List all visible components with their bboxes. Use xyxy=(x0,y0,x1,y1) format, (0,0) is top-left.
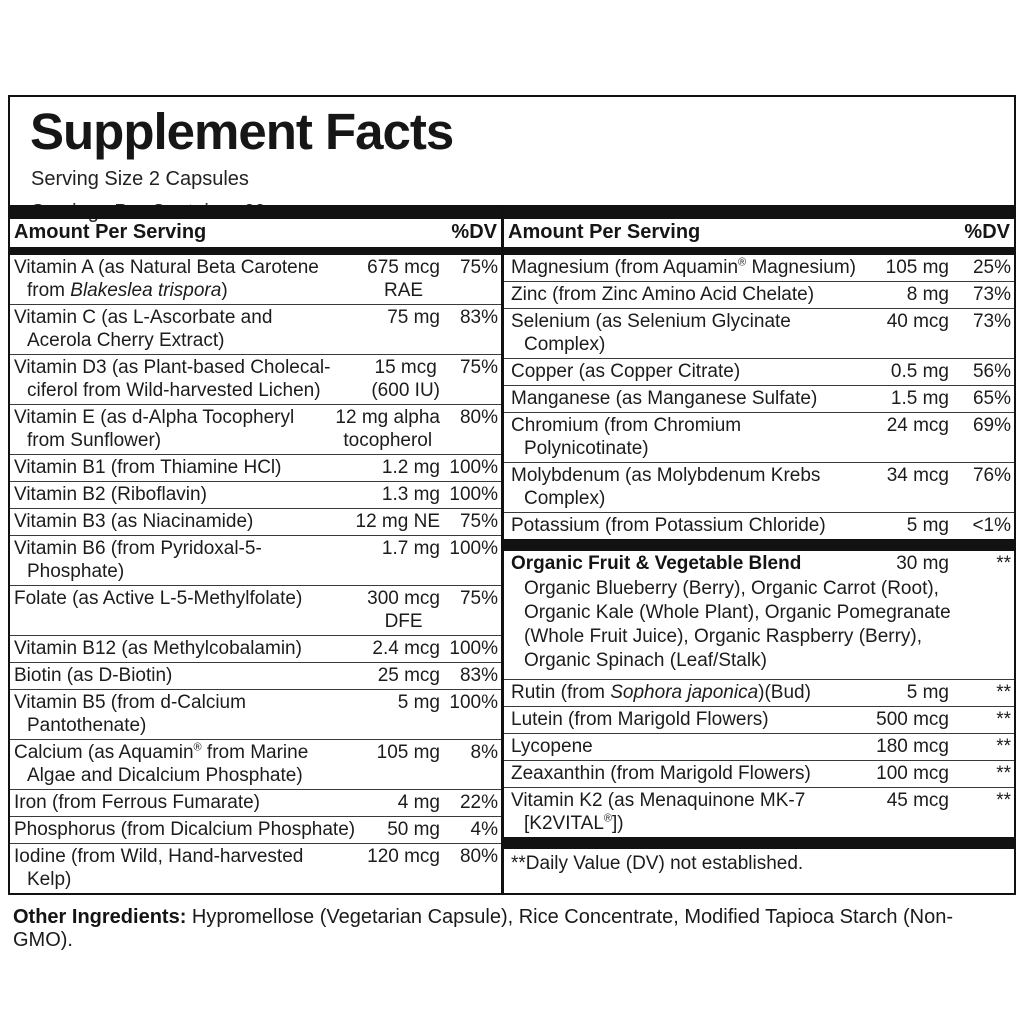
ingredient-name-line: Manganese (as Manganese Sulfate) xyxy=(511,388,818,409)
ingredient-amount xyxy=(901,681,955,704)
ingredient-name xyxy=(14,587,361,610)
ingredient-dv: 76% xyxy=(972,465,1011,486)
amount-per-serving-label: Amount Per Serving xyxy=(14,221,207,243)
ingredient-amount xyxy=(881,414,955,437)
mineral-rows xyxy=(504,255,1014,539)
ingredient-amount xyxy=(901,283,955,306)
ingredient-name xyxy=(14,845,361,891)
amount-line: RAE xyxy=(384,280,424,301)
blend-description: Organic Blueberry (Berry), Organic Carrot (Root), Organic Kale (Whole Plant), Organic Pomegranate (Whole Fruit Juice), Organic Raspberry (Berry), Organic Spinach (Leaf/Stalk) xyxy=(524,578,951,671)
registered-mark: ® xyxy=(738,256,747,269)
ingredient-name-line: Vitamin B6 (from Pyridoxal-5- xyxy=(14,538,262,559)
ingredient-name-line: Zinc (from Zinc Amino Acid Chelate) xyxy=(511,284,815,305)
ingredient-amount xyxy=(376,483,446,506)
ingredient-dv: 65% xyxy=(972,388,1011,409)
ingredient-name-line: ciferol from Wild-harvested Lichen) xyxy=(27,380,321,401)
ingredient-name-line: Potassium (from Potassium Chloride) xyxy=(511,515,826,536)
ingredient-name-line: Polynicotinate) xyxy=(524,438,649,459)
name-segment: Blakeslea trispora xyxy=(70,280,222,301)
ingredient-dv: 100% xyxy=(449,484,498,505)
amount-per-serving-label: Amount Per Serving xyxy=(508,221,701,243)
ingredient-name-line: Iodine (from Wild, Hand-harvested xyxy=(14,846,304,867)
ingredient-amount xyxy=(376,537,446,560)
supplement-row xyxy=(504,358,1014,385)
ingredient-dv: ** xyxy=(996,682,1011,703)
ingredient-name xyxy=(14,537,376,583)
ingredient-name xyxy=(14,356,365,402)
other-ingredients-text: Hypromellose (Vegetarian Capsule), Rice Concentrate, Modified Tapioca Starch (Non-GMO). xyxy=(13,906,954,951)
ingredient-name-line: Calcium (as Aquamin® from Marine xyxy=(14,741,309,763)
ingredient-amount xyxy=(376,456,446,479)
blend-header-row xyxy=(504,551,1014,577)
ingredient-dv: ** xyxy=(996,763,1011,784)
ingredient-name-line: Vitamin E (as d-Alpha Tocopheryl xyxy=(14,407,295,428)
supplement-row xyxy=(10,816,501,843)
ingredient-name xyxy=(511,514,901,537)
ingredient-dv: 69% xyxy=(972,415,1011,436)
registered-mark: ® xyxy=(193,741,202,754)
amount-line: 30 mg xyxy=(896,553,949,574)
amount-line: 1.7 mg xyxy=(381,538,440,559)
amount-line: 300 mcg xyxy=(367,588,440,609)
ingredient-dv: ** xyxy=(996,790,1011,811)
ingredient-amount xyxy=(361,845,446,868)
amount-line: 75 mg xyxy=(387,307,440,328)
other-ingredients-label: Other Ingredients: xyxy=(13,906,187,928)
amount-line: 180 mcg xyxy=(876,736,949,757)
ingredient-name-line: Chromium (from Chromium xyxy=(511,415,742,436)
ingredient-name xyxy=(511,283,901,306)
ingredient-name xyxy=(511,414,881,460)
ingredient-name xyxy=(14,256,361,302)
ingredient-amount xyxy=(885,387,955,410)
ingredient-name xyxy=(511,310,881,356)
ingredient-amount xyxy=(350,510,446,533)
amount-line: 15 mcg xyxy=(374,357,437,378)
ingredient-dv: 83% xyxy=(459,307,498,328)
supplement-row xyxy=(504,255,1014,281)
supplement-row xyxy=(10,535,501,585)
amount-line: 5 mg xyxy=(397,692,440,713)
ingredient-amount xyxy=(901,514,955,537)
ingredient-amount xyxy=(366,637,446,660)
column-header-left xyxy=(10,219,501,247)
panel-title: Supplement Facts xyxy=(30,103,454,160)
ingredient-amount xyxy=(361,256,446,302)
ingredient-amount xyxy=(890,552,955,575)
ingredient-name-line: Rutin (from Sophora japonica)(Bud) xyxy=(511,682,811,703)
ingredient-name-line: Vitamin B5 (from d-Calcium xyxy=(14,692,246,713)
ingredient-name xyxy=(511,464,881,510)
supplement-row xyxy=(10,689,501,739)
serving-size: Serving Size 2 Capsules xyxy=(31,167,249,190)
amount-line: 4 mg xyxy=(397,792,440,813)
ingredient-dv: 83% xyxy=(459,665,498,686)
supplement-row xyxy=(504,512,1014,539)
ingredient-name xyxy=(14,483,376,506)
amount-line: 24 mcg xyxy=(886,415,949,436)
ingredient-name-line: Folate (as Active L-5-Methylfolate) xyxy=(14,588,303,609)
amount-line: 100 mcg xyxy=(876,763,949,784)
supplement-row xyxy=(504,760,1014,787)
ingredient-name xyxy=(511,552,890,575)
ingredient-name xyxy=(511,360,885,383)
ingredient-name xyxy=(511,256,880,279)
dv-label: %DV xyxy=(964,221,1010,243)
supplement-row xyxy=(10,304,501,354)
ingredient-name xyxy=(14,664,372,687)
ingredient-dv: 100% xyxy=(449,638,498,659)
ingredient-name-line: from Sunflower) xyxy=(27,430,162,451)
ingredient-name-line: Complex) xyxy=(524,488,606,509)
ingredient-amount xyxy=(885,360,955,383)
ingredient-name xyxy=(14,306,381,352)
ingredient-name-line: Vitamin C (as L-Ascorbate and xyxy=(14,307,273,328)
ingredient-name xyxy=(511,387,885,410)
supplement-row xyxy=(10,739,501,789)
supplement-row xyxy=(10,585,501,635)
ingredient-amount xyxy=(371,741,446,764)
other-ingredients xyxy=(13,906,1013,952)
ingredient-name xyxy=(511,789,881,835)
supplement-row xyxy=(504,281,1014,308)
left-rows xyxy=(10,255,501,893)
ingredient-name-line: Lutein (from Marigold Flowers) xyxy=(511,709,769,730)
ingredient-amount xyxy=(870,762,955,785)
ingredient-name-line: Vitamin B2 (Riboflavin) xyxy=(14,484,207,505)
ingredient-name xyxy=(14,456,376,479)
amount-line: 0.5 mg xyxy=(890,361,949,382)
mid-rule xyxy=(10,247,501,255)
ingredient-name xyxy=(14,791,392,814)
ingredient-name xyxy=(14,510,350,533)
ingredient-name-line: Iron (from Ferrous Fumarate) xyxy=(14,792,260,813)
ingredient-amount xyxy=(880,256,955,279)
ingredient-amount xyxy=(381,306,446,329)
supplement-row xyxy=(504,733,1014,760)
ingredient-name-line: Vitamin K2 (as Menaquinone MK-7 xyxy=(511,790,806,811)
dv-footnote: **Daily Value (DV) not established. xyxy=(511,853,804,874)
ingredient-amount xyxy=(392,791,446,814)
amount-line: 1.5 mg xyxy=(890,388,949,409)
right-column xyxy=(504,205,1014,893)
ingredient-amount xyxy=(881,464,955,487)
ingredient-name-line: [K2VITAL®]) xyxy=(524,812,624,834)
ingredient-name xyxy=(14,406,329,452)
amount-line: 34 mcg xyxy=(886,465,949,486)
ingredient-name-line: Kelp) xyxy=(27,869,72,890)
ingredient-name xyxy=(14,741,371,787)
ingredient-name-line: Acerola Cherry Extract) xyxy=(27,330,225,351)
ingredient-name xyxy=(511,735,870,758)
thick-rule xyxy=(504,205,1014,219)
ingredient-dv: 75% xyxy=(459,257,498,278)
supplement-row xyxy=(504,680,1014,706)
mid-rule xyxy=(504,247,1014,255)
ingredient-name-line: Molybdenum (as Molybdenum Krebs xyxy=(511,465,821,486)
section-rule xyxy=(504,837,1014,849)
amount-line: 105 mg xyxy=(376,742,440,763)
ingredient-name-line: Vitamin B12 (as Methylcobalamin) xyxy=(14,638,302,659)
supplement-row xyxy=(10,454,501,481)
ingredient-dv: 56% xyxy=(972,361,1011,382)
ingredient-name xyxy=(511,708,870,731)
ingredient-amount xyxy=(870,735,955,758)
amount-line: 25 mcg xyxy=(377,665,440,686)
ingredient-name-line: from Blakeslea trispora) xyxy=(27,280,228,301)
amount-line: 8 mg xyxy=(906,284,949,305)
ingredient-name-line: Complex) xyxy=(524,334,606,355)
amount-line: 105 mg xyxy=(885,257,949,278)
column-header-right xyxy=(504,219,1014,247)
ingredient-name-line: Vitamin A (as Natural Beta Carotene xyxy=(14,257,319,278)
ingredient-amount xyxy=(870,708,955,731)
dv-label: %DV xyxy=(451,221,497,243)
ingredient-dv: 73% xyxy=(972,311,1011,332)
ingredient-name-line: Magnesium (from Aquamin® Magnesium) xyxy=(511,256,856,278)
ingredient-name-line: Phosphorus (from Dicalcium Phosphate) xyxy=(14,819,356,840)
ingredient-name xyxy=(14,691,392,737)
left-column xyxy=(10,205,501,893)
registered-mark: ® xyxy=(603,812,613,825)
ingredient-dv: 73% xyxy=(972,284,1011,305)
amount-line: DFE xyxy=(384,611,423,632)
ingredient-name-line: Copper (as Copper Citrate) xyxy=(511,361,741,382)
supplement-row xyxy=(504,551,1014,577)
ingredient-name xyxy=(511,681,901,704)
ingredient-dv: 75% xyxy=(459,357,498,378)
ingredient-amount xyxy=(381,818,446,841)
amount-line: 1.3 mg xyxy=(381,484,440,505)
ingredient-dv: 22% xyxy=(459,792,498,813)
supplement-row xyxy=(10,354,501,404)
amount-line: 12 mg NE xyxy=(355,511,440,532)
amount-line: 5 mg xyxy=(906,682,949,703)
amount-line: 2.4 mcg xyxy=(372,638,440,659)
ingredient-name-line: Lycopene xyxy=(511,736,593,757)
ingredient-dv: 80% xyxy=(459,846,498,867)
facts-columns xyxy=(10,205,1014,893)
ingredient-amount xyxy=(372,664,446,687)
amount-line: 120 mcg xyxy=(367,846,440,867)
supplement-row xyxy=(504,462,1014,512)
amount-line: 5 mg xyxy=(906,515,949,536)
ingredient-amount xyxy=(329,406,446,452)
organic-blend-section xyxy=(504,551,1014,680)
ingredient-dv: ** xyxy=(996,553,1011,574)
thick-rule xyxy=(10,205,501,219)
amount-line: 12 mg alpha xyxy=(335,407,440,428)
supplement-row xyxy=(10,404,501,454)
amount-line: 40 mcg xyxy=(886,311,949,332)
amount-line: 500 mcg xyxy=(876,709,949,730)
ingredient-name xyxy=(14,818,381,841)
ingredient-amount xyxy=(881,310,955,333)
botanical-rows xyxy=(504,680,1014,837)
ingredient-dv: ** xyxy=(996,736,1011,757)
ingredient-dv: 8% xyxy=(470,742,498,763)
supplement-row xyxy=(10,662,501,689)
ingredient-name-line: Algae and Dicalcium Phosphate) xyxy=(27,765,303,786)
supplement-row xyxy=(10,843,501,893)
amount-line: tocopherol xyxy=(343,430,433,451)
ingredient-name-line: Selenium (as Selenium Glycinate xyxy=(511,311,791,332)
ingredient-name-line: Vitamin B3 (as Niacinamide) xyxy=(14,511,254,532)
supplement-row xyxy=(10,255,501,304)
ingredient-amount xyxy=(392,691,446,714)
ingredient-dv: 100% xyxy=(449,538,498,559)
supplement-row xyxy=(10,481,501,508)
amount-line: 50 mg xyxy=(387,819,440,840)
ingredient-dv: 100% xyxy=(449,692,498,713)
ingredient-dv: ** xyxy=(996,709,1011,730)
ingredient-name-line: Zeaxanthin (from Marigold Flowers) xyxy=(511,763,811,784)
ingredient-amount xyxy=(365,356,446,402)
amount-line: (600 IU) xyxy=(371,380,440,401)
ingredient-name xyxy=(511,762,870,785)
ingredient-name xyxy=(14,637,366,660)
supplement-row xyxy=(10,635,501,662)
ingredient-name-line: Organic Fruit & Vegetable Blend xyxy=(511,553,802,574)
ingredient-dv: 100% xyxy=(449,457,498,478)
ingredient-name-line: Pantothenate) xyxy=(27,715,147,736)
amount-line: 675 mcg xyxy=(367,257,440,278)
ingredient-dv: 75% xyxy=(459,511,498,532)
supplement-row xyxy=(504,308,1014,358)
section-rule xyxy=(504,539,1014,551)
ingredient-dv: 75% xyxy=(459,588,498,609)
ingredient-dv: 25% xyxy=(972,257,1011,278)
ingredient-dv: <1% xyxy=(972,515,1011,536)
supplement-row xyxy=(504,706,1014,733)
ingredient-name-line: Biotin (as D-Biotin) xyxy=(14,665,173,686)
supplement-facts-panel xyxy=(8,95,1016,895)
ingredient-amount xyxy=(361,587,446,633)
supplement-row xyxy=(504,787,1014,837)
amount-line: 1.2 mg xyxy=(381,457,440,478)
supplement-row xyxy=(504,385,1014,412)
supplement-row xyxy=(10,789,501,816)
supplement-row xyxy=(504,412,1014,462)
ingredient-dv: 4% xyxy=(470,819,498,840)
ingredient-name-line: Vitamin B1 (from Thiamine HCl) xyxy=(14,457,282,478)
amount-line: 45 mcg xyxy=(886,790,949,811)
ingredient-amount xyxy=(881,789,955,812)
ingredient-dv: 80% xyxy=(459,407,498,428)
ingredient-name-line: Phosphate) xyxy=(27,561,125,582)
ingredient-name-line: Vitamin D3 (as Plant-based Cholecal- xyxy=(14,357,331,378)
supplement-row xyxy=(10,508,501,535)
name-segment: Sophora japonica xyxy=(610,682,759,703)
